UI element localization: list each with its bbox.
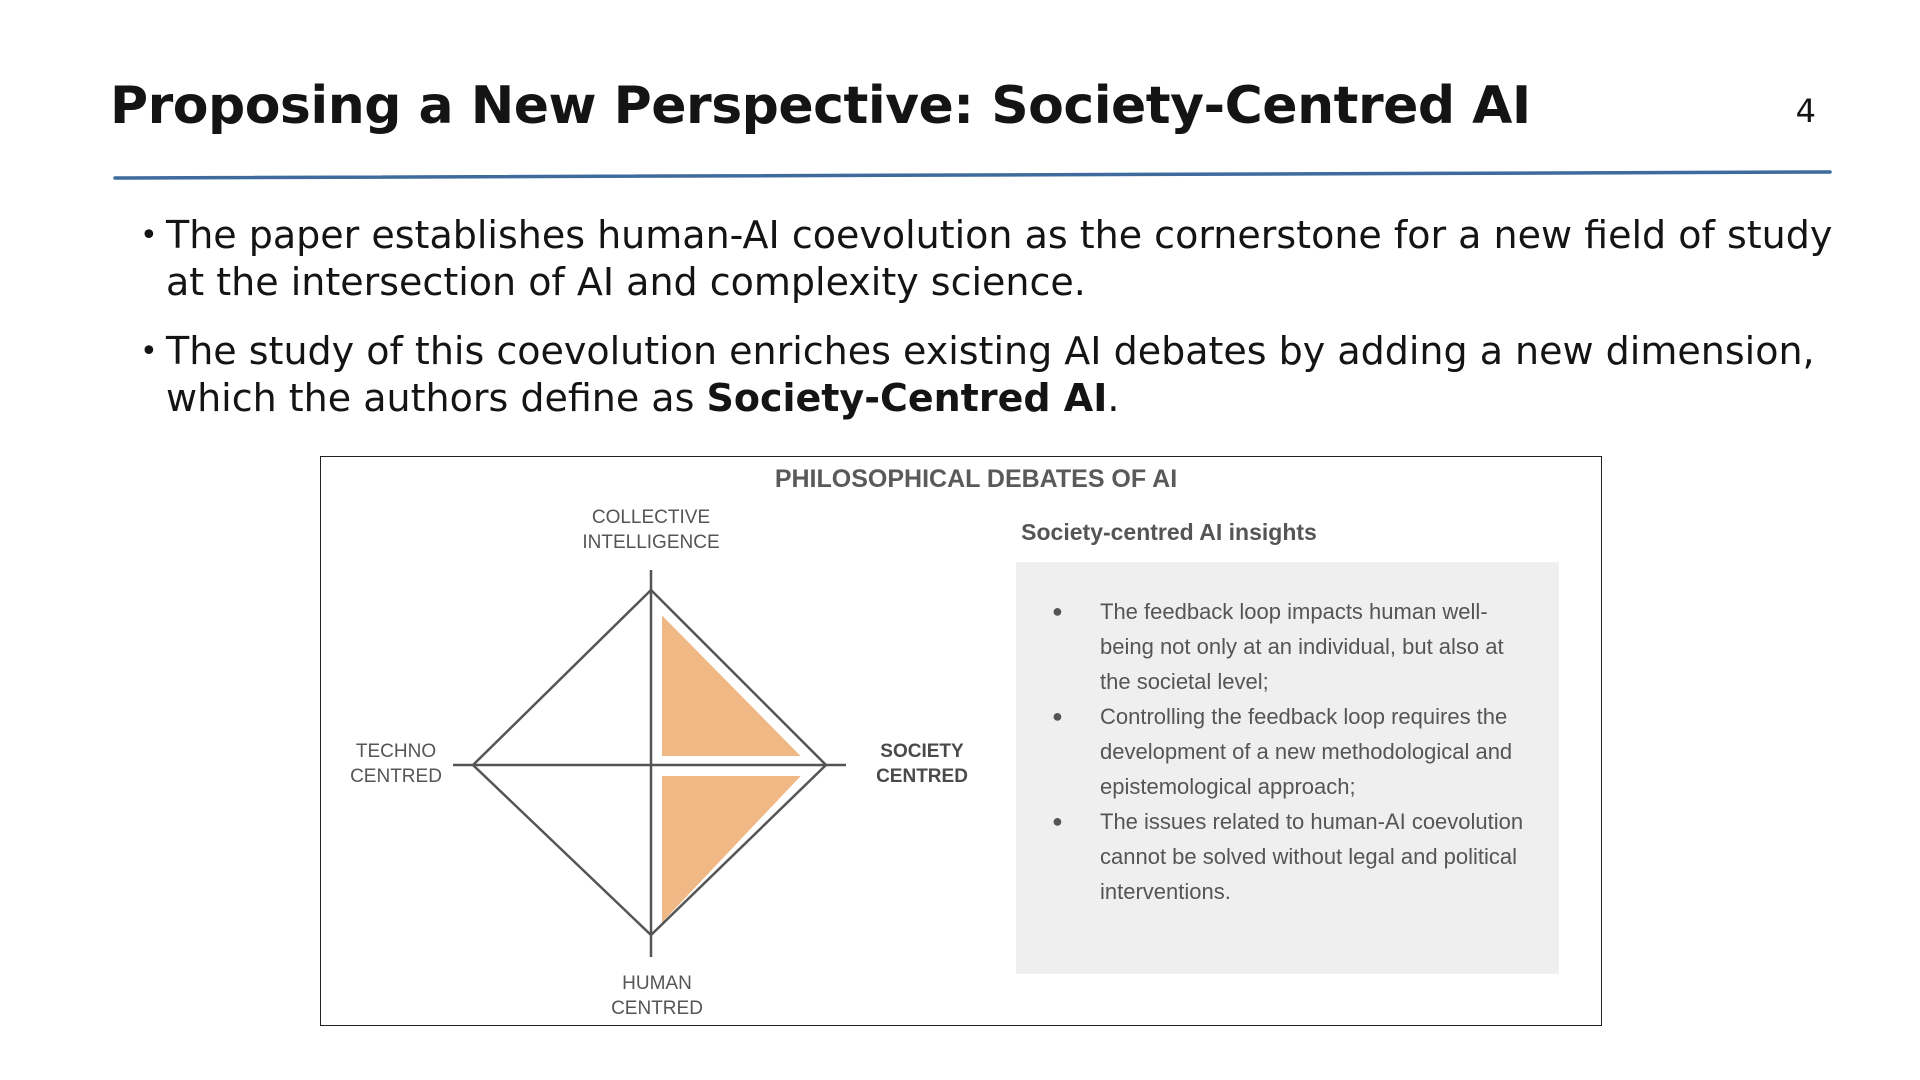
insights-title: Society-centred AI insights (1021, 519, 1317, 545)
insight-item (1052, 804, 1539, 909)
insight-text: The issues related to human-AI coevolution cannot be solved without legal and political interventions. (1100, 809, 1524, 904)
figure-title: PHILOSOPHICAL DEBATES OF AI (774, 465, 1178, 493)
bullet-dot: • (140, 218, 158, 253)
insight-bullet: ● (1052, 811, 1063, 831)
insight-bullet: ● (1052, 706, 1063, 726)
insights-box (1016, 562, 1559, 974)
insights-list (1052, 594, 1539, 909)
insight-bullet: ● (1052, 601, 1063, 621)
axis-label-techno-centred: TECHNO CENTRED (350, 741, 442, 787)
axis-label-human-centred: HUMAN CENTRED (611, 973, 703, 1019)
bullet-list (140, 212, 1840, 444)
bullet-dot: • (140, 334, 158, 369)
bullet-text-end: . (1107, 376, 1120, 420)
insight-text: Controlling the feedback loop requires the development of a new methodological and epistemological approach; (1100, 704, 1513, 799)
diamond-outline (473, 590, 826, 935)
page-number: 4 (1795, 92, 1816, 130)
axis-label-collective-intelligence: COLLECTIVE INTELLIGENCE (582, 507, 720, 553)
axis-label-society-centred: SOCIETY CENTRED (876, 741, 968, 787)
bullet-item (140, 212, 1840, 306)
bullet-text: The study of this coevolution enriches existing AI debates by adding a new dimension, which the authors define as (166, 329, 1815, 420)
slide-title: Proposing a New Perspective: Society-Centred AI (110, 76, 1531, 136)
insight-text: The feedback loop impacts human well-being not only at an individual, but also at the societal level; (1100, 599, 1504, 694)
bullet-emphasis: Society-Centred AI (706, 376, 1108, 420)
insight-item (1052, 594, 1539, 699)
bullet-item (140, 328, 1840, 422)
bullet-text: The paper establishes human-AI coevolution as the cornerstone for a new field of study at the intersection of AI and complexity science. (166, 213, 1833, 304)
title-divider (0, 170, 1920, 182)
society-human-highlight (661, 775, 803, 925)
insight-item (1052, 699, 1539, 804)
philosophical-debates-figure (320, 456, 1602, 1026)
society-collective-highlight (661, 613, 803, 757)
